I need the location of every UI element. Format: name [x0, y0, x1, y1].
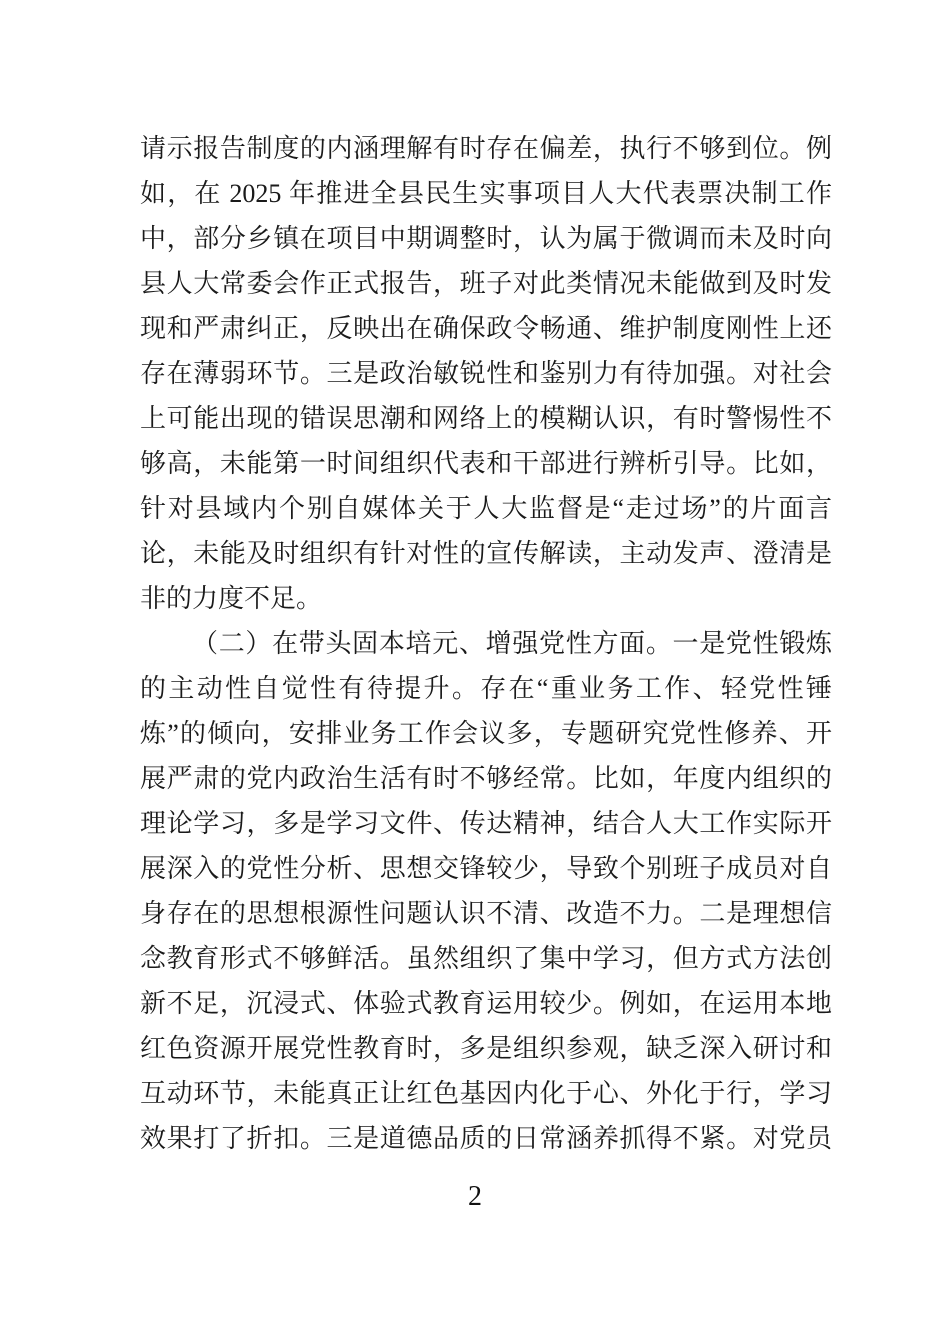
text-line: 够高，未能第一时间组织代表和干部进行辨析引导。比如， — [140, 449, 832, 478]
text-line: 效果打了折扣。三是道德品质的日常涵养抓得不紧。对党员 — [140, 1124, 832, 1153]
text-line: 非的力度不足。 — [140, 584, 323, 613]
text-line: 存在薄弱环节。三是政治敏锐性和鉴别力有待加强。对社会 — [140, 359, 832, 388]
text-line: 念教育形式不够鲜活。虽然组织了集中学习，但方式方法创 — [140, 944, 832, 973]
text-line: 红色资源开展党性教育时，多是组织参观，缺乏深入研讨和 — [140, 1034, 832, 1063]
text-line: 展严肃的党内政治生活有时不够经常。比如，年度内组织的 — [140, 764, 832, 793]
text-line: 如，在 2025 年推进全县民生实事项目人大代表票决制工作 — [140, 179, 832, 208]
text-line: 针对县域内个别自媒体关于人大监督是“走过场”的片面言 — [140, 494, 832, 523]
text-line: 理论学习，多是学习文件、传达精神，结合人大工作实际开 — [140, 809, 832, 838]
text-line: 炼”的倾向，安排业务工作会议多，专题研究党性修养、开 — [140, 719, 832, 748]
text-line: 新不足，沉浸式、体验式教育运用较少。例如，在运用本地 — [140, 989, 832, 1018]
text-line: 互动环节，未能真正让红色基因内化于心、外化于行，学习 — [140, 1079, 832, 1108]
text-line: 展深入的党性分析、思想交锋较少，导致个别班子成员对自 — [140, 854, 832, 883]
text-line: 身存在的思想根源性问题认识不清、改造不力。二是理想信 — [140, 899, 832, 928]
text-line: 中，部分乡镇在项目中期调整时，认为属于微调而未及时向 — [140, 224, 832, 253]
text-line: 请示报告制度的内涵理解有时存在偏差，执行不够到位。例 — [140, 134, 832, 163]
text-line: （二）在带头固本培元、增强党性方面。一是党性锻炼 — [192, 629, 832, 658]
text-line: 上可能出现的错误思潮和网络上的模糊认识，有时警惕性不 — [140, 404, 832, 433]
text-line: 现和严肃纠正，反映出在确保政令畅通、维护制度刚性上还 — [140, 314, 832, 343]
paragraph-2 — [140, 621, 832, 1161]
text-line: 论，未能及时组织有针对性的宣传解读，主动发声、澄清是 — [140, 539, 832, 568]
paragraph-1 — [140, 126, 832, 621]
text-line: 的主动性自觉性有待提升。存在“重业务工作、轻党性锤 — [140, 674, 832, 703]
page-number: 2 — [468, 1181, 482, 1212]
text-line: 县人大常委会作正式报告，班子对此类情况未能做到及时发 — [140, 269, 832, 298]
document-body — [140, 126, 832, 1161]
